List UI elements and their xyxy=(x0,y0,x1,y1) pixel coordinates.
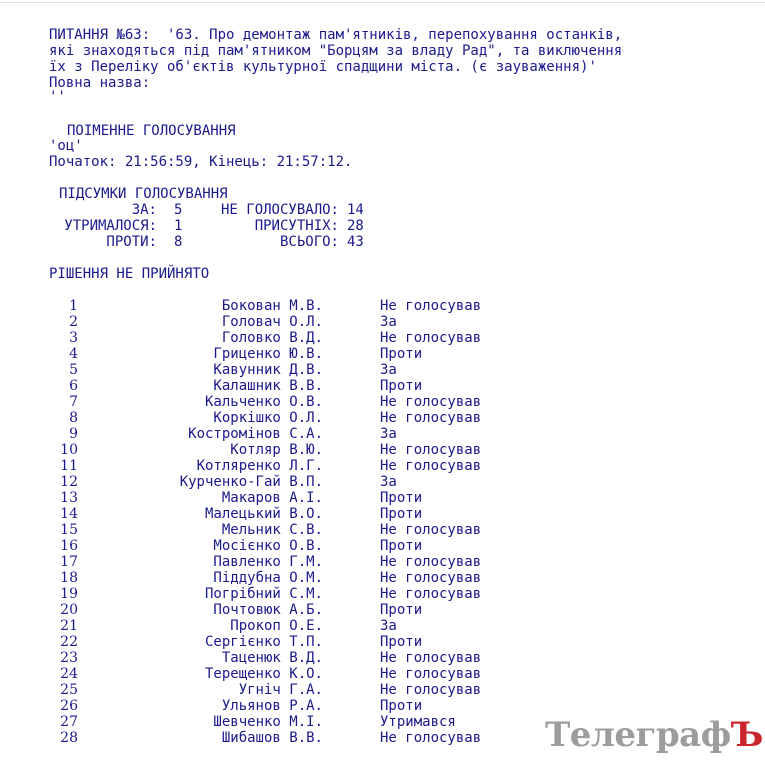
vote-result: Проти xyxy=(380,378,423,394)
table-row xyxy=(0,298,600,314)
vote-number: 2 xyxy=(69,314,78,330)
table-row xyxy=(0,506,600,522)
table-row xyxy=(0,330,600,346)
deputy-name: Прокоп О.Е. xyxy=(230,618,323,634)
summary-not-voted-value: 14 xyxy=(347,202,364,218)
decision-status: РІШЕННЯ НЕ ПРИЙНЯТО xyxy=(49,266,210,282)
deputy-name: Головко В.Д. xyxy=(221,330,323,346)
vote-number: 7 xyxy=(69,394,78,410)
roll-call-time: Початок: 21:56:59, Кінець: 21:57:12. xyxy=(49,154,353,170)
table-row xyxy=(0,682,600,698)
table-row xyxy=(0,378,600,394)
vote-number: 9 xyxy=(69,426,78,442)
summary-against-value: 8 xyxy=(174,234,183,250)
table-row xyxy=(0,698,600,714)
vote-result: Проти xyxy=(380,698,423,714)
deputy-name: Кальченко О.В. xyxy=(204,394,323,410)
deputy-name: Сергієнко Т.П. xyxy=(204,634,323,650)
deputy-name: Котляр В.Ю. xyxy=(230,442,323,458)
summary-total-value: 43 xyxy=(347,234,364,250)
vote-number: 13 xyxy=(60,490,78,506)
summary-not-voted-label: НЕ ГОЛОСУВАЛО: xyxy=(220,202,339,218)
table-row xyxy=(0,426,600,442)
vote-number: 4 xyxy=(69,346,78,362)
vote-result: Не голосував xyxy=(380,570,482,586)
vote-number: 20 xyxy=(60,602,78,618)
vote-result: Не голосував xyxy=(380,522,482,538)
deputy-name: Ульянов Р.А. xyxy=(221,698,323,714)
vote-number: 23 xyxy=(60,650,78,666)
telegraf-watermark-logo xyxy=(545,715,763,755)
deputy-name: Угніч Г.А. xyxy=(238,682,323,698)
vote-number: 28 xyxy=(60,730,78,746)
deputy-name: Павленко Г.М. xyxy=(213,554,323,570)
question-line-1: ПИТАННЯ №63: '63. Про демонтаж пам'ятників, перепохування останків, xyxy=(49,27,623,43)
table-row xyxy=(0,538,600,554)
summary-za-label: ЗА: xyxy=(131,202,157,218)
vote-number: 12 xyxy=(60,474,78,490)
deputy-name: Мосієнко О.В. xyxy=(213,538,323,554)
vote-result: Не голосував xyxy=(380,586,482,602)
vote-result: Не голосував xyxy=(380,650,482,666)
vote-number: 10 xyxy=(60,442,78,458)
summary-against-label: ПРОТИ: xyxy=(106,234,157,250)
table-row xyxy=(0,666,600,682)
vote-number: 15 xyxy=(60,522,78,538)
vote-result: Проти xyxy=(380,506,423,522)
deputy-name: Коркішко О.Л. xyxy=(213,410,323,426)
vote-number: 6 xyxy=(69,378,78,394)
table-row xyxy=(0,618,600,634)
summary-total-label: ВСЬОГО: xyxy=(279,234,339,250)
vote-result: Не голосував xyxy=(380,394,482,410)
table-row xyxy=(0,346,600,362)
summary-abstained-value: 1 xyxy=(174,218,183,234)
summary-present-label: ПРИСУТНІХ: xyxy=(254,218,339,234)
vote-number: 8 xyxy=(69,410,78,426)
vote-result: Не голосував xyxy=(380,458,482,474)
full-name-value: '' xyxy=(49,89,66,105)
deputy-name: Таценюк В.Д. xyxy=(221,650,323,666)
vote-result: За xyxy=(380,314,397,330)
vote-result: За xyxy=(380,474,397,490)
vote-number: 14 xyxy=(60,506,78,522)
table-row xyxy=(0,362,600,378)
deputy-name: Гриценко Ю.В. xyxy=(213,346,323,362)
vote-result: Не голосував xyxy=(380,330,482,346)
full-name-label: Повна назва: xyxy=(49,75,151,91)
vote-result: Утримався xyxy=(380,714,456,730)
deputy-name: Малецький В.О. xyxy=(204,506,323,522)
summary-title: ПІДСУМКИ ГОЛОСУВАННЯ xyxy=(59,186,228,202)
vote-result: Проти xyxy=(380,602,423,618)
vote-number: 24 xyxy=(60,666,78,682)
table-row xyxy=(0,602,600,618)
deputy-name: Погрібний С.М. xyxy=(204,586,323,602)
vote-number: 21 xyxy=(60,618,78,634)
table-row xyxy=(0,314,600,330)
table-row xyxy=(0,714,600,730)
vote-number: 1 xyxy=(69,298,78,314)
vote-result: Не голосував xyxy=(380,410,482,426)
vote-result: Не голосував xyxy=(380,298,482,314)
deputy-name: Шевченко М.І. xyxy=(213,714,323,730)
deputy-name: Шибашов В.В. xyxy=(221,730,323,746)
vote-number: 16 xyxy=(60,538,78,554)
deputy-name: Курченко-Гай В.П. xyxy=(179,474,323,490)
deputy-name: Почтовюк А.Б. xyxy=(213,602,323,618)
deputy-name: Терещенко К.О. xyxy=(204,666,323,682)
deputy-name: Головач О.Л. xyxy=(221,314,323,330)
vote-result: Проти xyxy=(380,346,423,362)
vote-number: 18 xyxy=(60,570,78,586)
vote-result: За xyxy=(380,362,397,378)
summary-abstained-label: УТРИМАЛОСЯ: xyxy=(64,218,157,234)
table-row xyxy=(0,410,600,426)
vote-result: Проти xyxy=(380,634,423,650)
vote-number: 11 xyxy=(60,458,78,474)
table-row xyxy=(0,730,600,746)
vote-result: Не голосував xyxy=(380,554,482,570)
table-row xyxy=(0,474,600,490)
deputy-name: Піддубна О.М. xyxy=(213,570,323,586)
vote-result: Не голосував xyxy=(380,682,482,698)
table-row xyxy=(0,394,600,410)
watermark-text: Телеграф xyxy=(545,715,731,755)
table-row xyxy=(0,522,600,538)
watermark-tail: Ъ xyxy=(730,715,763,755)
vote-result: Не голосував xyxy=(380,666,482,682)
deputy-name: Котляренко Л.Г. xyxy=(196,458,323,474)
vote-result: За xyxy=(380,426,397,442)
vote-number: 5 xyxy=(69,362,78,378)
roll-call-title: ПОІМЕННЕ ГОЛОСУВАННЯ xyxy=(67,123,236,139)
question-line-3: їх з Переліку об'єктів культурної спадщини міста. (є зауваження)' xyxy=(49,59,597,75)
deputy-name: Макаров А.І. xyxy=(221,490,323,506)
deputy-name: Мельник С.В. xyxy=(221,522,323,538)
table-row xyxy=(0,458,600,474)
vote-number: 27 xyxy=(60,714,78,730)
top-separator xyxy=(0,2,765,3)
vote-number: 3 xyxy=(69,330,78,346)
vote-result: Не голосував xyxy=(380,730,482,746)
table-row xyxy=(0,490,600,506)
roll-call-code: 'оц' xyxy=(49,138,83,154)
vote-number: 19 xyxy=(60,586,78,602)
vote-result: Проти xyxy=(380,538,423,554)
table-row xyxy=(0,650,600,666)
deputy-name: Костромінов С.А. xyxy=(188,426,323,442)
vote-result: За xyxy=(380,618,397,634)
deputy-name: Калашник В.В. xyxy=(213,378,323,394)
question-line-2: які знаходяться під пам'ятником "Борцям за владу Рад", та виключення xyxy=(49,43,623,59)
vote-number: 26 xyxy=(60,698,78,714)
summary-present-value: 28 xyxy=(347,218,364,234)
deputy-name: Бокован М.В. xyxy=(221,298,323,314)
vote-result: Не голосував xyxy=(380,442,482,458)
table-row xyxy=(0,554,600,570)
vote-number: 17 xyxy=(60,554,78,570)
vote-number: 25 xyxy=(60,682,78,698)
table-row xyxy=(0,442,600,458)
vote-number: 22 xyxy=(60,634,78,650)
summary-za-value: 5 xyxy=(174,202,183,218)
vote-result: Проти xyxy=(380,490,423,506)
table-row xyxy=(0,586,600,602)
table-row xyxy=(0,634,600,650)
deputy-name: Кавунник Д.В. xyxy=(213,362,323,378)
table-row xyxy=(0,570,600,586)
